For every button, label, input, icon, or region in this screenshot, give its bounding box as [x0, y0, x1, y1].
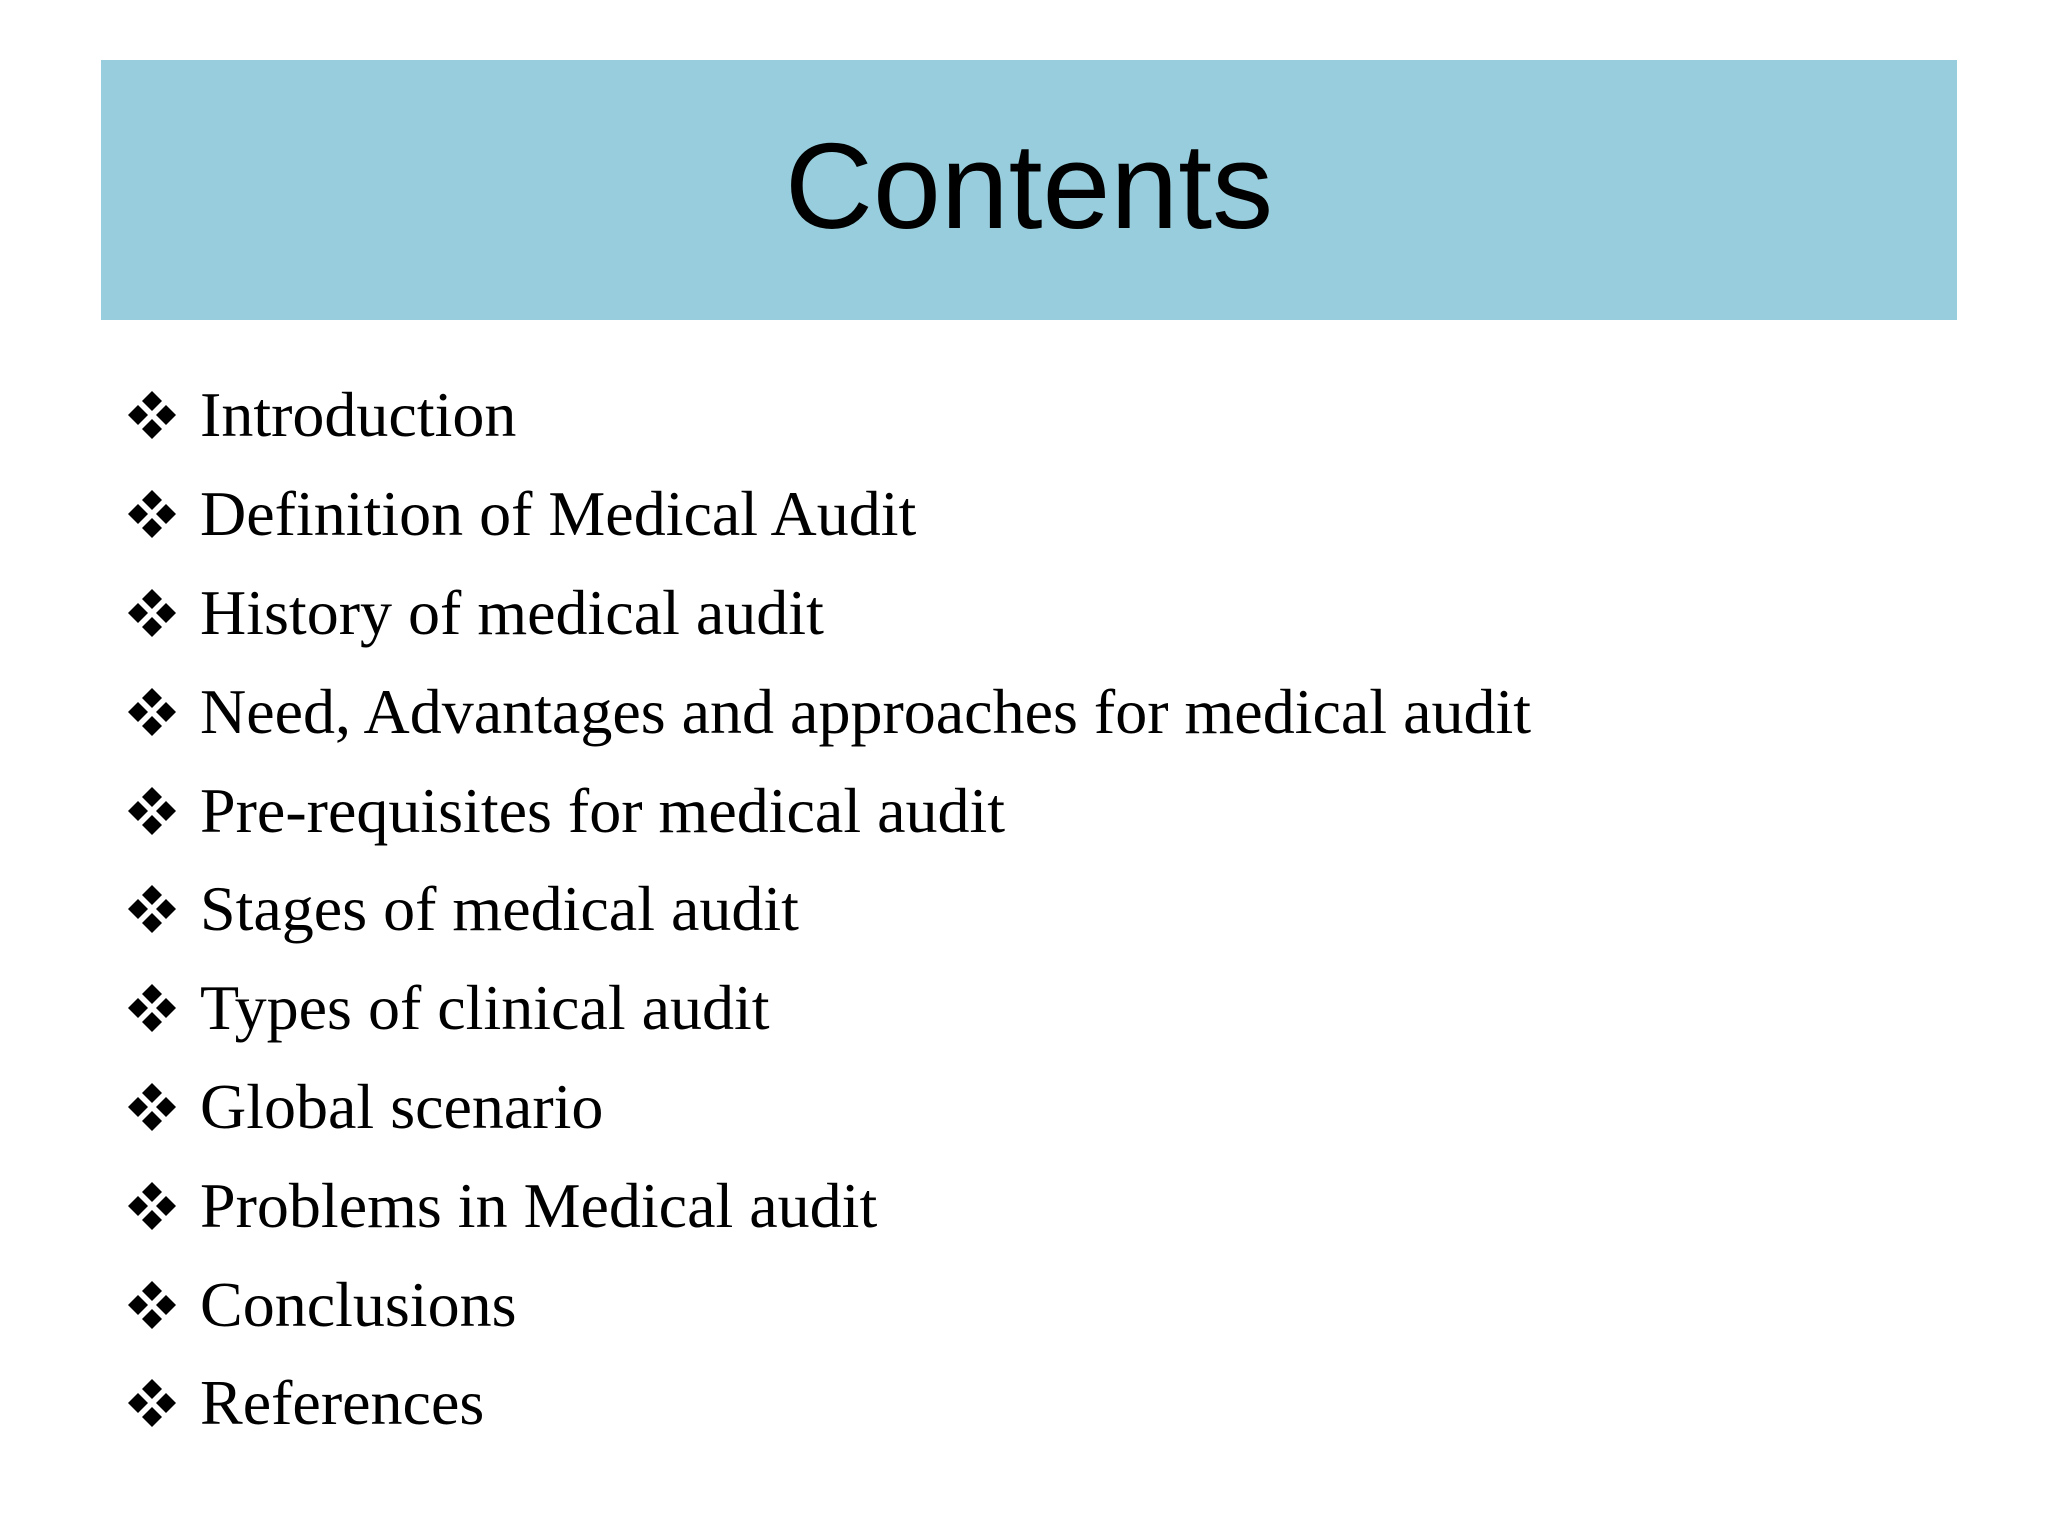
list-item [126, 1354, 1531, 1453]
list-item-label: Stages of medical audit [200, 873, 799, 945]
list-item [126, 662, 1531, 761]
list-item [126, 1255, 1531, 1354]
list-item-label: Types of clinical audit [200, 972, 770, 1044]
four-diamond-bullet-icon [126, 883, 178, 935]
list-item-label: Global scenario [200, 1070, 604, 1142]
list-item [126, 564, 1531, 663]
list-item-label: History of medical audit [200, 576, 824, 648]
list-item [126, 465, 1531, 564]
four-diamond-bullet-icon [126, 488, 178, 540]
contents-list [126, 366, 1531, 1453]
list-item [126, 761, 1531, 860]
list-item-label: Pre-requisites for medical audit [200, 774, 1006, 846]
list-item [126, 860, 1531, 959]
list-item [126, 1156, 1531, 1255]
list-item [126, 959, 1531, 1058]
list-item-label: Definition of Medical Audit [200, 478, 917, 550]
list-item [126, 1058, 1531, 1157]
four-diamond-bullet-icon [126, 686, 178, 738]
list-item-label: Problems in Medical audit [200, 1169, 878, 1241]
four-diamond-bullet-icon [126, 587, 178, 639]
slide-title: Contents [784, 118, 1274, 254]
list-item-label: Conclusions [200, 1268, 517, 1340]
title-band [101, 60, 1957, 320]
four-diamond-bullet-icon [126, 785, 178, 837]
list-item [126, 366, 1531, 465]
four-diamond-bullet-icon [126, 982, 178, 1034]
four-diamond-bullet-icon [126, 1377, 178, 1429]
four-diamond-bullet-icon [126, 1081, 178, 1133]
four-diamond-bullet-icon [126, 1180, 178, 1232]
four-diamond-bullet-icon [126, 389, 178, 441]
list-item-label: Need, Advantages and approaches for medical audit [200, 675, 1532, 747]
list-item-label: Introduction [200, 379, 517, 451]
list-item-label: References [200, 1367, 485, 1439]
four-diamond-bullet-icon [126, 1279, 178, 1331]
